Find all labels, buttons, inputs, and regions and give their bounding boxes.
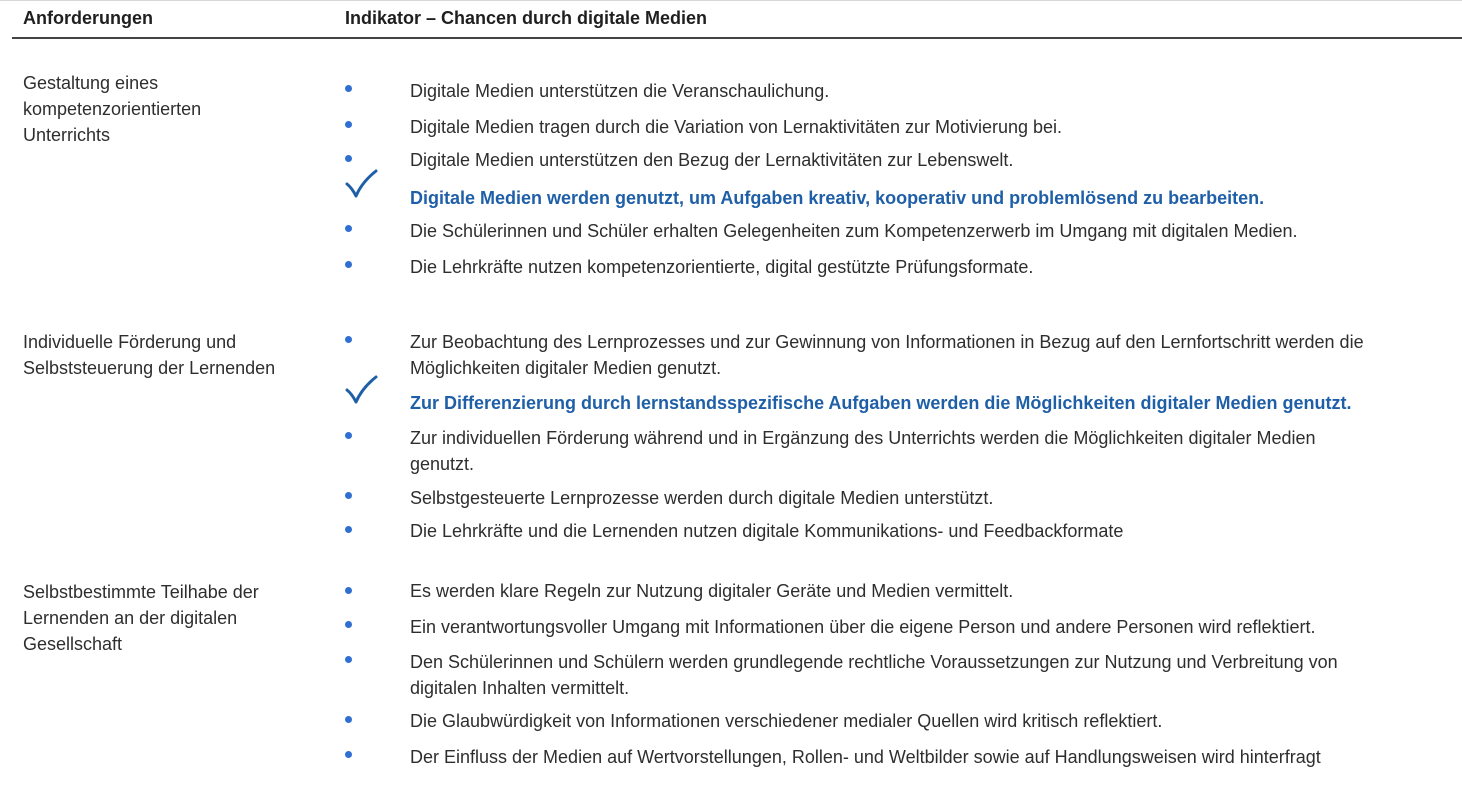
indicator-item: Die Schülerinnen und Schüler erhalten Gelegenheiten zum Kompetenzerwerb im Umgang mit digitalen Medien. [410,221,1298,241]
checkmark-icon [344,374,378,406]
indicator-item: Selbstgesteuerte Lernprozesse werden durch digitale Medien unterstützt. [410,488,994,508]
bullet-icon [345,85,352,92]
bullet-icon [345,336,352,343]
indicator-item: Zur Beobachtung des Lernprozesses und zur Gewinnung von Informationen in Bezug auf den Lernfortschritt werden die Möglichkeiten digitaler Medien genutzt. [410,332,1364,378]
indicator-item-highlighted: Digitale Medien werden genutzt, um Aufgaben kreativ, kooperativ und problemlösend zu bearbeiten. [410,188,1265,208]
column-header-anforderungen: Anforderungen [23,8,153,28]
indicator-item-highlighted: Zur Differenzierung durch lernstandsspezifische Aufgaben werden die Möglichkeiten digitaler Medien genutzt. [410,393,1352,413]
indicator-item: Die Lehrkräfte nutzen kompetenzorientierte, digital gestützte Prüfungsformate. [410,257,1034,277]
indicator-item: Ein verantwortungsvoller Umgang mit Informationen über die eigene Person und andere Personen wird reflektiert. [410,617,1316,637]
indicator-item: Digitale Medien tragen durch die Variation von Lernaktivitäten zur Motivierung bei. [410,117,1063,137]
bullet-icon [345,751,352,758]
bullet-icon [345,261,352,268]
indicator-item: Es werden klare Regeln zur Nutzung digitaler Geräte und Medien vermittelt. [410,581,1014,601]
bullet-icon [345,121,352,128]
indicator-item: Die Lehrkräfte und die Lernenden nutzen digitale Kommunikations- und Feedbackformate [410,521,1124,541]
checkmark-icon [344,168,378,200]
section-label-foerderung: Individuelle Förderung und Selbststeuerung der Lernenden [23,332,276,378]
bullet-icon [345,526,352,533]
bullet-icon [345,155,352,162]
indicator-item: Digitale Medien unterstützen die Veranschaulichung. [410,81,830,101]
bullet-icon [345,716,352,723]
indicator-item: Der Einfluss der Medien auf Wertvorstellungen, Rollen- und Weltbilder sowie auf Handlungsweisen wird hinterfragt [410,747,1321,767]
section-label-kompetenzorientiert: Gestaltung eines kompetenzorientierten Unterrichts [23,73,202,145]
section-label-teilhabe: Selbstbestimmte Teilhabe der Lernenden an der digitalen Gesellschaft [23,582,259,654]
indicator-item: Digitale Medien unterstützen den Bezug der Lernaktivitäten zur Lebenswelt. [410,150,1014,170]
bullet-icon [345,621,352,628]
column-header-indikator: Indikator – Chancen durch digitale Medien [345,8,708,28]
indicator-item: Die Glaubwürdigkeit von Informationen verschiedener medialer Quellen wird kritisch reflektiert. [410,711,1163,731]
bullet-icon [345,587,352,594]
indicator-item: Zur individuellen Förderung während und in Ergänzung des Unterrichts werden die Möglichkeiten digitaler Medien genutzt. [410,428,1316,474]
bullet-icon [345,225,352,232]
bullet-icon [345,492,352,499]
header-divider [12,37,1462,39]
table-header [0,0,1462,40]
bullet-icon [345,432,352,439]
bullet-icon [345,656,352,663]
indicator-item: Den Schülerinnen und Schülern werden grundlegende rechtliche Voraussetzungen zur Nutzung und Verbreitung von digitalen Inhalten vermittelt. [410,652,1338,698]
